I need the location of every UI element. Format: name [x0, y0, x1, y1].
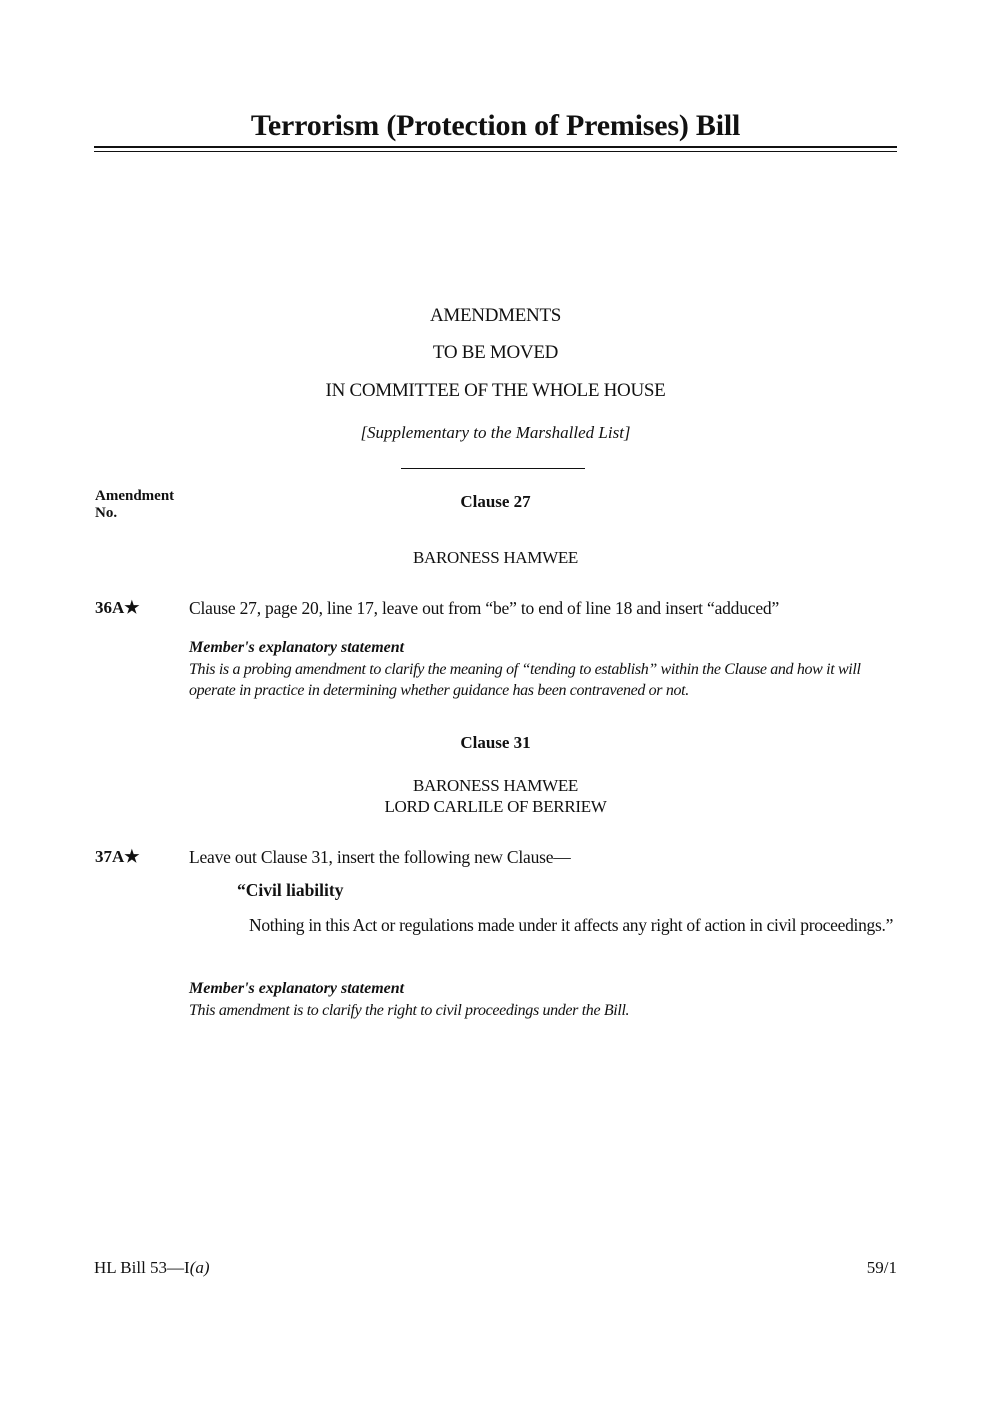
explanatory-statement-36a	[189, 637, 904, 702]
amendment-text-36a: Clause 27, page 20, line 17, leave out from “be” to end of line 18 and insert “adduced”	[189, 598, 780, 618]
amendment-number-37a: 37A★	[95, 847, 140, 866]
preamble-committee: IN COMMITTEE OF THE WHOLE HOUSE	[325, 380, 666, 401]
member-names-clause-27	[94, 547, 897, 568]
clause-heading-27: Clause 27	[460, 492, 531, 511]
footer-bill-reference	[94, 1257, 210, 1279]
member-name: BARONESS HAMWEE	[412, 776, 579, 795]
amendment-text-37a: Leave out Clause 31, insert the following new Clause—	[189, 847, 571, 867]
explanatory-heading: Member's explanatory statement	[189, 639, 405, 656]
explanatory-body: This is a probing amendment to clarify the meaning of “tending to establish” within the Clause and how it will operate in practice in determining whether guidance has been contravened or not.	[189, 660, 861, 699]
member-name: BARONESS HAMWEE	[412, 548, 579, 567]
footer-page-reference: 59/1	[866, 1258, 897, 1277]
title-rule-thick	[94, 146, 897, 148]
preamble-note: [Supplementary to the Marshalled List]	[360, 423, 631, 442]
explanatory-statement-37a	[189, 978, 904, 1021]
explanatory-body: This amendment is to clarify the right to civil proceedings under the Bill.	[189, 1001, 630, 1019]
column-label-line2: No.	[95, 505, 118, 521]
page-title: Terrorism (Protection of Premises) Bill	[250, 109, 741, 142]
preamble-divider	[401, 468, 585, 469]
member-names-clause-31	[94, 775, 897, 817]
amendment-number-36a: 36A★	[95, 598, 140, 617]
preamble-to-be-moved: TO BE MOVED	[432, 342, 559, 363]
new-clause-body: Nothing in this Act or regulations made under it affects any right of action in civil proceedings.”	[249, 915, 894, 935]
bill-ref-prefix: HL Bill 53—I	[94, 1258, 190, 1277]
column-label-line1: Amendment	[95, 488, 175, 504]
title-rule-thin	[94, 151, 897, 152]
member-name: LORD CARLILE OF BERRIEW	[384, 797, 607, 816]
clause-heading-31: Clause 31	[460, 733, 531, 752]
preamble-amendments: AMENDMENTS	[429, 305, 562, 326]
new-clause-title: “Civil liability	[237, 880, 344, 900]
bill-ref-suffix: (a)	[189, 1258, 210, 1277]
explanatory-heading: Member's explanatory statement	[189, 980, 405, 997]
